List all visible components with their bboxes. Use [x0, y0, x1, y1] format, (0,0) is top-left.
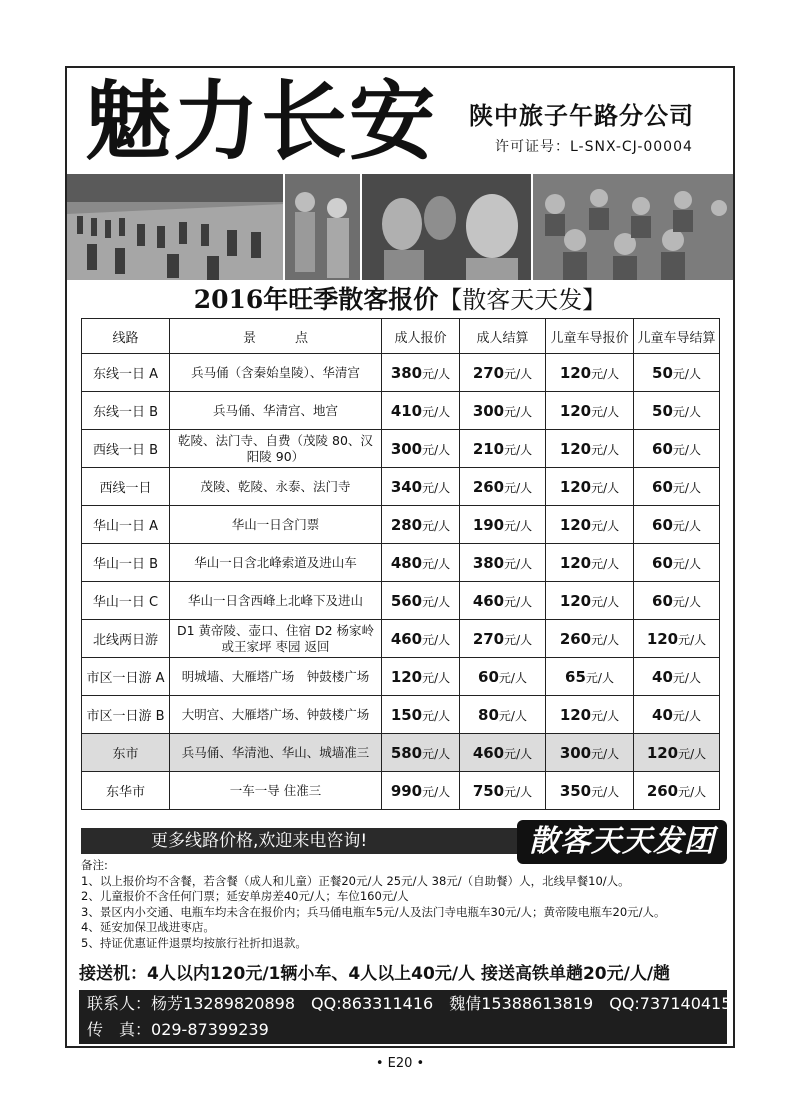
contact-bar [79, 990, 732, 1044]
child-price-cell [546, 620, 634, 658]
contact-phone-2: 15388613819 [481, 994, 594, 1013]
kneeling-archers-photo [533, 174, 733, 280]
price-value: 380 [472, 553, 505, 572]
child-price-cell [546, 696, 634, 734]
price-unit: 元/人 [422, 708, 451, 723]
price-unit: 元/人 [591, 594, 620, 609]
sights-cell: D1 黄帝陵、壶口、住宿 D2 杨家岭或王家坪 枣园 返回 [170, 620, 382, 658]
price-value: 40 [652, 667, 673, 686]
price-value: 460 [472, 591, 505, 610]
route-cell: 华山一日 C [82, 582, 170, 620]
price-value: 410 [390, 401, 423, 420]
airport-transfer-info: 接送机：4人以内120元/1辆小车、4人以上40元/人 接送高铁单趟20元/人/趟 [79, 964, 671, 984]
table-row [82, 468, 720, 506]
price-value: 60 [652, 477, 673, 496]
col-header-sights: 景 点 [170, 319, 382, 354]
price-unit: 元/人 [498, 670, 527, 685]
price-unit: 元/人 [672, 366, 701, 381]
price-value: 580 [390, 743, 423, 762]
table-row [82, 658, 720, 696]
price-unit: 元/人 [504, 632, 533, 647]
adult-price-cell [382, 468, 460, 506]
price-value: 260 [472, 477, 505, 496]
route-cell: 东市 [82, 734, 170, 772]
price-list-title [67, 282, 733, 318]
price-value: 60 [652, 515, 673, 534]
price-unit: 元/人 [504, 442, 533, 457]
adult-settle-cell [460, 430, 546, 468]
route-cell: 华山一日 B [82, 544, 170, 582]
child-price-cell [546, 544, 634, 582]
note-item: 5、持证优惠证件退票均按旅行社折扣退款。 [81, 935, 307, 950]
child-price-cell [546, 354, 634, 392]
price-value: 120 [646, 629, 679, 648]
price-value: 65 [565, 667, 586, 686]
note-item: 2、儿童报价不含任何门票；延安单房差40元/人；车位160元/人 [81, 889, 409, 903]
price-value: 120 [559, 363, 592, 382]
child-settle-cell [634, 468, 720, 506]
route-cell: 东华市 [82, 772, 170, 810]
note-item: 3、景区内小交通、电瓶车均未含在报价内；兵马俑电瓶车5元/人及法门寺电瓶车30元/人；黄帝陵电瓶车20元/人。 [81, 904, 666, 919]
price-value: 120 [559, 591, 592, 610]
price-unit: 元/人 [585, 670, 614, 685]
sights-cell: 华山一日含西峰上北峰下及进山 [170, 582, 382, 620]
title-sub: 【散客天天发】 [438, 286, 607, 314]
contact-qq-2: QQ:737140415 [609, 994, 732, 1013]
price-unit: 元/人 [422, 632, 451, 647]
price-unit: 元/人 [591, 632, 620, 647]
adult-price-cell [382, 354, 460, 392]
adult-price-cell [382, 772, 460, 810]
daily-departure-slogan: 散客天天发团 [517, 820, 727, 864]
price-table-body [82, 354, 720, 810]
price-value: 120 [390, 667, 423, 686]
price-unit: 元/人 [422, 366, 451, 381]
price-value: 190 [472, 515, 505, 534]
adult-price-cell [382, 506, 460, 544]
price-unit: 元/人 [422, 518, 451, 533]
sights-cell: 大明宫、大雁塔广场、钟鼓楼广场 [170, 696, 382, 734]
terracotta-photo-strip [67, 174, 733, 280]
price-unit: 元/人 [591, 708, 620, 723]
adult-settle-cell [460, 468, 546, 506]
price-unit: 元/人 [591, 746, 620, 761]
price-unit: 元/人 [591, 784, 620, 799]
price-unit: 元/人 [504, 366, 533, 381]
route-cell: 西线一日 B [82, 430, 170, 468]
price-unit: 元/人 [504, 746, 533, 761]
route-cell: 市区一日游 A [82, 658, 170, 696]
child-settle-cell [634, 430, 720, 468]
child-price-cell [546, 468, 634, 506]
price-unit: 元/人 [504, 784, 533, 799]
warriors-closeup-photo [285, 174, 362, 280]
sights-cell: 华山一日含北峰索道及进山车 [170, 544, 382, 582]
price-unit: 元/人 [672, 556, 701, 571]
child-settle-cell [634, 582, 720, 620]
table-row [82, 772, 720, 810]
child-price-cell [546, 506, 634, 544]
table-row [82, 354, 720, 392]
price-value: 120 [559, 553, 592, 572]
adult-settle-cell [460, 582, 546, 620]
price-value: 80 [478, 705, 499, 724]
table-row [82, 696, 720, 734]
price-value: 750 [472, 781, 505, 800]
price-value: 40 [652, 705, 673, 724]
price-unit: 元/人 [672, 708, 701, 723]
col-header-child-price: 儿童车导报价 [546, 319, 634, 354]
note-item: 1、以上报价均不含餐，若含餐（成人和儿童）正餐20元/人 25元/人 38元/（自助餐）人，北线早餐10/人。 [81, 873, 630, 888]
price-value: 60 [652, 591, 673, 610]
price-unit: 元/人 [591, 518, 620, 533]
flyer-frame [65, 66, 735, 1048]
child-settle-cell [634, 354, 720, 392]
price-value: 560 [390, 591, 423, 610]
table-header-row [82, 319, 720, 354]
price-unit: 元/人 [591, 366, 620, 381]
table-row [82, 506, 720, 544]
price-unit: 元/人 [498, 708, 527, 723]
price-value: 270 [472, 363, 505, 382]
adult-settle-cell [460, 772, 546, 810]
child-price-cell [546, 734, 634, 772]
price-value: 460 [390, 629, 423, 648]
price-value: 280 [390, 515, 423, 534]
price-value: 210 [472, 439, 505, 458]
table-row [82, 544, 720, 582]
price-unit: 元/人 [422, 404, 451, 419]
note-item: 4、延安加保卫战进枣店。 [81, 920, 215, 934]
child-price-cell [546, 658, 634, 696]
price-unit: 元/人 [591, 556, 620, 571]
adult-price-cell [382, 430, 460, 468]
page-number: • E20 • [375, 1056, 425, 1071]
more-routes-bar: 更多线路价格,欢迎来电咨询! [81, 828, 529, 854]
price-value: 60 [652, 553, 673, 572]
adult-settle-cell [460, 354, 546, 392]
child-settle-cell [634, 620, 720, 658]
route-cell: 东线一日 B [82, 392, 170, 430]
adult-settle-cell [460, 734, 546, 772]
terracotta-army-pit-photo [67, 174, 285, 280]
company-name: 陕中旅子午路分公司 [469, 102, 694, 130]
license-number: 许可证号：L-SNX-CJ-00004 [495, 139, 693, 155]
price-unit: 元/人 [504, 518, 533, 533]
contact-label: 联系人： [87, 994, 152, 1013]
price-value: 120 [559, 515, 592, 534]
price-value: 300 [472, 401, 505, 420]
table-row [82, 582, 720, 620]
price-value: 120 [646, 743, 679, 762]
child-price-cell [546, 430, 634, 468]
col-header-adult-price: 成人报价 [382, 319, 460, 354]
header [67, 68, 733, 174]
child-price-cell [546, 772, 634, 810]
price-unit: 元/人 [672, 670, 701, 685]
title-main: 2016年旺季散客报价 [193, 285, 439, 314]
price-unit: 元/人 [591, 404, 620, 419]
route-cell: 东线一日 A [82, 354, 170, 392]
fax-row [87, 1018, 727, 1042]
sights-cell: 兵马俑（含秦始皇陵）、华清宫 [170, 354, 382, 392]
adult-price-cell [382, 544, 460, 582]
contact-phone-1: 13289820898 [183, 994, 296, 1013]
sights-cell: 茂陵、乾陵、永泰、法门寺 [170, 468, 382, 506]
route-cell: 北线两日游 [82, 620, 170, 658]
price-unit: 元/人 [422, 670, 451, 685]
col-header-route: 线路 [82, 319, 170, 354]
contact-row [87, 990, 732, 1018]
price-value: 260 [646, 781, 679, 800]
price-unit: 元/人 [504, 480, 533, 495]
price-value: 380 [390, 363, 423, 382]
warrior-faces-photo [362, 174, 532, 280]
child-settle-cell [634, 772, 720, 810]
price-value: 990 [390, 781, 423, 800]
contact-name-2: 魏倩 [449, 994, 482, 1013]
price-value: 260 [559, 629, 592, 648]
price-unit: 元/人 [504, 594, 533, 609]
adult-settle-cell [460, 392, 546, 430]
col-header-adult-settle: 成人结算 [460, 319, 546, 354]
child-price-cell [546, 582, 634, 620]
price-value: 480 [390, 553, 423, 572]
sights-cell: 乾陵、法门寺、自费（茂陵 80、汉阳陵 90） [170, 430, 382, 468]
adult-settle-cell [460, 696, 546, 734]
notes-heading: 备注: [81, 858, 108, 872]
price-unit: 元/人 [672, 518, 701, 533]
route-cell: 市区一日游 B [82, 696, 170, 734]
price-unit: 元/人 [422, 556, 451, 571]
child-settle-cell [634, 658, 720, 696]
child-settle-cell [634, 392, 720, 430]
fax-number: 029-87399239 [151, 1020, 269, 1039]
contact-qq-1: QQ:863311416 [311, 994, 434, 1013]
child-settle-cell [634, 734, 720, 772]
price-value: 120 [559, 439, 592, 458]
child-settle-cell [634, 506, 720, 544]
price-value: 300 [390, 439, 423, 458]
adult-settle-cell [460, 658, 546, 696]
price-unit: 元/人 [504, 404, 533, 419]
price-unit: 元/人 [422, 746, 451, 761]
fax-label: 传 真： [87, 1020, 152, 1039]
sights-cell: 一车一导 住准三 [170, 772, 382, 810]
price-unit: 元/人 [678, 632, 707, 647]
price-value: 50 [652, 401, 673, 420]
col-header-child-settle: 儿童车导结算 [634, 319, 720, 354]
price-value: 120 [559, 401, 592, 420]
sights-cell: 兵马俑、华清池、华山、城墙准三 [170, 734, 382, 772]
price-unit: 元/人 [672, 594, 701, 609]
price-value: 270 [472, 629, 505, 648]
price-value: 60 [478, 667, 499, 686]
adult-price-cell [382, 620, 460, 658]
price-value: 150 [390, 705, 423, 724]
table-row [82, 620, 720, 658]
price-unit: 元/人 [504, 556, 533, 571]
adult-price-cell [382, 392, 460, 430]
adult-settle-cell [460, 544, 546, 582]
child-price-cell [546, 392, 634, 430]
adult-price-cell [382, 734, 460, 772]
price-value: 120 [559, 477, 592, 496]
price-value: 120 [559, 705, 592, 724]
table-row [82, 734, 720, 772]
price-value: 340 [390, 477, 423, 496]
adult-settle-cell [460, 620, 546, 658]
sights-cell: 华山一日含门票 [170, 506, 382, 544]
table-row [82, 392, 720, 430]
price-table [81, 318, 720, 810]
price-unit: 元/人 [678, 746, 707, 761]
price-unit: 元/人 [422, 442, 451, 457]
contact-name-1: 杨芳 [151, 994, 184, 1013]
brand-logo: 魅力长安 [85, 72, 437, 172]
price-unit: 元/人 [672, 480, 701, 495]
table-row [82, 430, 720, 468]
price-value: 300 [559, 743, 592, 762]
sights-cell: 兵马俑、华清宫、地宫 [170, 392, 382, 430]
route-cell: 华山一日 A [82, 506, 170, 544]
child-settle-cell [634, 544, 720, 582]
price-value: 350 [559, 781, 592, 800]
price-unit: 元/人 [422, 784, 451, 799]
price-unit: 元/人 [591, 480, 620, 495]
price-value: 50 [652, 363, 673, 382]
route-cell: 西线一日 [82, 468, 170, 506]
sights-cell: 明城墙、大雁塔广场 钟鼓楼广场 [170, 658, 382, 696]
price-unit: 元/人 [422, 480, 451, 495]
adult-price-cell [382, 696, 460, 734]
price-unit: 元/人 [422, 594, 451, 609]
price-unit: 元/人 [672, 442, 701, 457]
adult-price-cell [382, 658, 460, 696]
price-unit: 元/人 [591, 442, 620, 457]
price-value: 60 [652, 439, 673, 458]
notes [81, 858, 721, 951]
price-unit: 元/人 [678, 784, 707, 799]
price-unit: 元/人 [672, 404, 701, 419]
adult-price-cell [382, 582, 460, 620]
child-settle-cell [634, 696, 720, 734]
adult-settle-cell [460, 506, 546, 544]
price-value: 460 [472, 743, 505, 762]
